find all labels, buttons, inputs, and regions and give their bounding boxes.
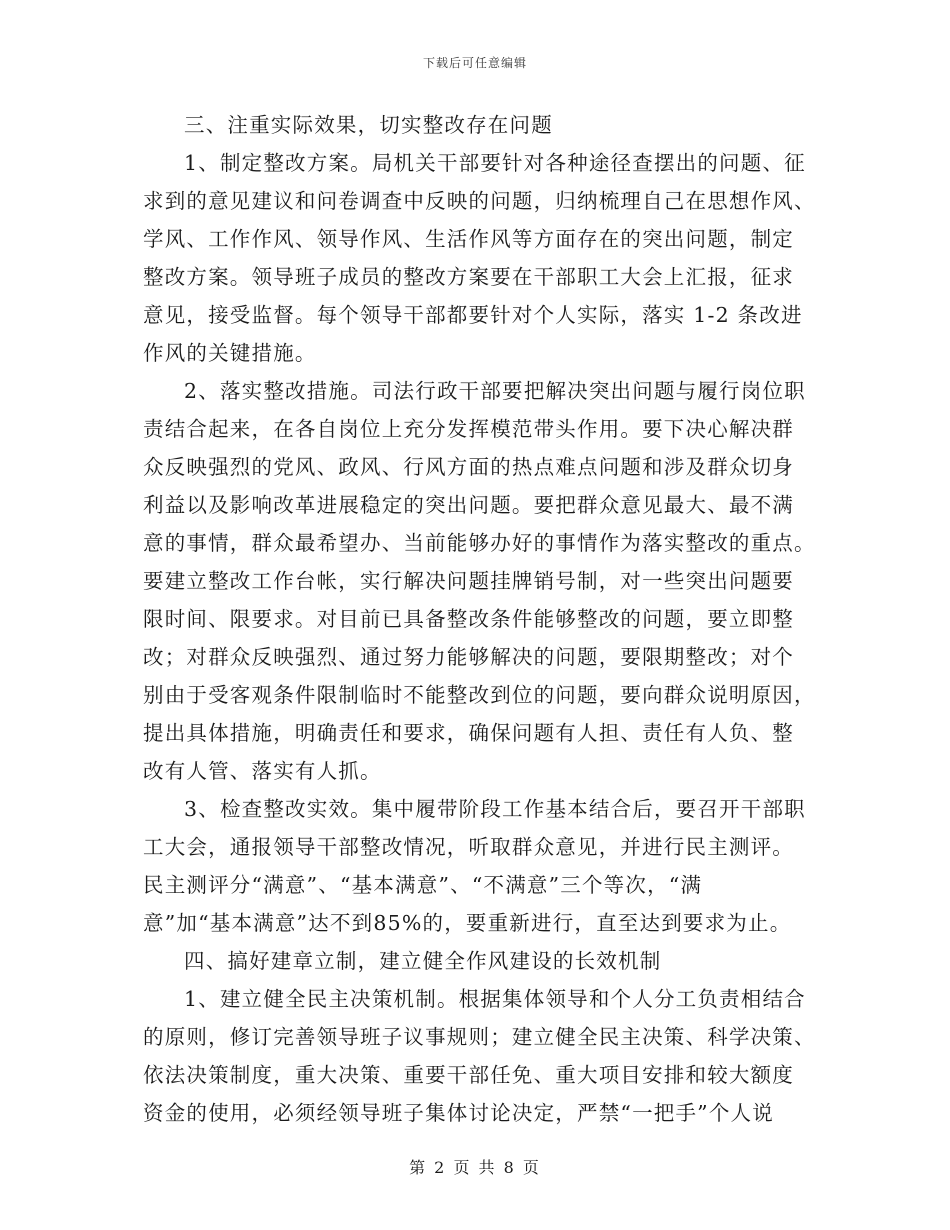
document-body [143, 106, 816, 1132]
paragraph-line: 作风的关键措施。 [143, 341, 317, 365]
paragraph-first-line: 3、检查整改实效。集中履带阶段工作基本结合后，要召开干部职 [184, 797, 806, 821]
paragraph-first-line: 1、建立健全民主决策机制。根据集体领导和个人分工负责相结合 [184, 987, 806, 1011]
paragraph-line: 改有人管、落实有人抓。 [143, 759, 382, 783]
paragraph-first-line: 三、注重实际效果，切实整改存在问题 [184, 113, 553, 137]
paragraph-line: 求到的意见建议和问卷调查中反映的问题，归纳梳理自己在思想作风、 [143, 189, 816, 213]
page-footer: 第 2 页 共 8 页 [409, 1158, 541, 1177]
paragraph-line: 意见，接受监督。每个领导干部都要针对个人实际，落实 1-2 条改进 [143, 303, 803, 327]
paragraph-line: 依法决策制度，重大决策、重要干部任免、重大项目安排和较大额度 [143, 1063, 794, 1087]
paragraph-line: 限时间、限要求。对目前已具备整改条件能够整改的问题，要立即整 [143, 607, 794, 631]
paragraph-line: 别由于受客观条件限制临时不能整改到位的问题，要向群众说明原因， [143, 683, 816, 707]
paragraph-line: 意”加“基本满意”达不到85%的，要重新进行，直至达到要求为止。 [143, 911, 792, 935]
paragraph-line: 众反映强烈的党风、政风、行风方面的热点难点问题和涉及群众切身 [143, 455, 794, 479]
paragraph-line: 改；对群众反映强烈、通过努力能够解决的问题，要限期整改；对个 [143, 645, 794, 669]
paragraph-line: 工大会，通报领导干部整改情况，听取群众意见，并进行民主测评。 [143, 835, 794, 859]
paragraph-line: 意的事情，群众最希望办、当前能够办好的事情作为落实整改的重点。 [143, 531, 816, 555]
paragraph-line: 民主测评分“满意”、“基本满意”、“不满意”三个等次，“满 [143, 873, 703, 897]
paragraph-line: 整改方案。领导班子成员的整改方案要在干部职工大会上汇报，征求 [143, 265, 794, 289]
paragraph-line: 学风、工作作风、领导作风、生活作风等方面存在的突出问题，制定 [143, 227, 794, 251]
paragraph-line: 的原则，修订完善领导班子议事规则；建立健全民主决策、科学决策、 [143, 1025, 816, 1049]
paragraph-line: 要建立整改工作台帐，实行解决问题挂牌销号制，对一些突出问题要 [143, 569, 794, 593]
paragraph-line: 提出具体措施，明确责任和要求，确保问题有人担、责任有人负、整 [143, 721, 794, 745]
paragraph-line: 责结合起来，在各自岗位上充分发挥模范带头作用。要下决心解决群 [143, 417, 794, 441]
page-header: 下载后可任意编辑 [422, 56, 527, 70]
paragraph-line: 资金的使用，必须经领导班子集体讨论决定，严禁“一把手”个人说 [143, 1101, 774, 1125]
paragraph-first-line: 四、搞好建章立制，建立健全作风建设的长效机制 [184, 949, 662, 973]
paragraph-line: 利益以及影响改革进展稳定的突出问题。要把群众意见最大、最不满 [143, 493, 794, 517]
paragraph-first-line: 1、制定整改方案。局机关干部要针对各种途径查摆出的问题、征 [184, 151, 806, 175]
paragraph-first-line: 2、落实整改措施。司法行政干部要把解决突出问题与履行岗位职 [184, 379, 806, 403]
